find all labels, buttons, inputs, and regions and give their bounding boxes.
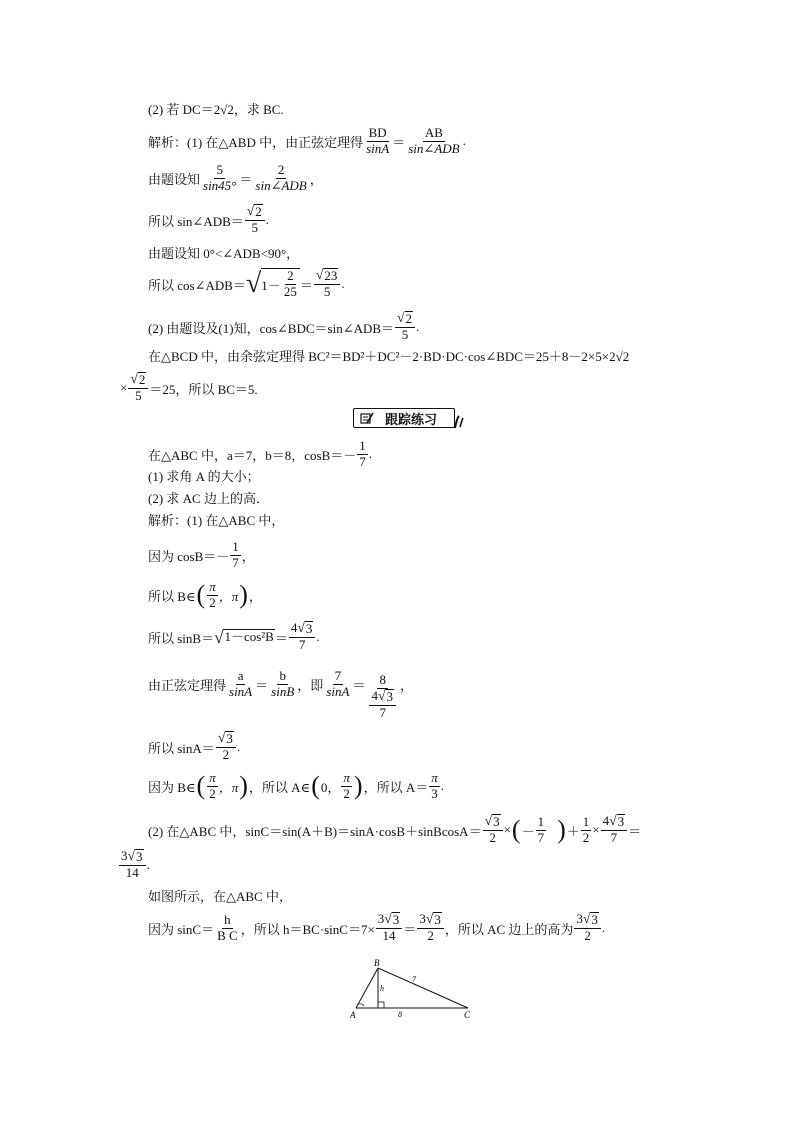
sina-line: 所以 sinA＝ √ 3 2 . [148,730,241,762]
label-b: B [374,958,380,968]
exercise-stem-line: 在△ABC 中，a＝7，b＝8，cosB＝－ $\frac{1}{7}$ . [148,437,372,469]
swoosh-decoration-icon [453,414,465,430]
sinc-result: 3 √ 3 14 . [121,848,150,880]
equals-sign: ＝ [392,134,406,150]
given-prefix: 由题设知 [148,171,201,187]
side-bc [378,968,468,1008]
exercise-q2: (2) 求 AC 边上的高． [148,490,269,506]
fraction-bd-over-sina: $\frac{BD}{\sin A}$ [366,124,390,156]
part2-prefix: (2) 由题设及(1)知，cos∠BDC＝sin∠ADB＝ [148,320,395,336]
label-h: h [380,984,384,993]
solution-prefix: 解析：(1) 在△ABD 中，由正弦定理得 [148,134,364,150]
sin-adb-prefix: 所以 sin∠ADB＝ [148,213,244,229]
label-c: C [464,1010,471,1020]
label-a: A [350,1010,356,1020]
b-interval-line: 所以 B∈ ( $\frac{\pi}{2}$ ，π ) ， [148,578,262,610]
question-2-text: (2) 若 DC＝2√2，求 BC. [148,101,284,117]
cosine-law-text: 在△BCD 中，由余弦定理得 BC²＝BD²＋DC²－2·BD·DC·cos∠BDC＝25＋8－2×5×2√2 [148,348,630,364]
given-line: 由题设知 $\frac{5}{\sin 45^\circ}$ ＝ $\frac{2}{\text{sin∠ADB}}$ ， [148,161,323,193]
right-angle-mark [378,1002,384,1008]
fraction-ab-over-sinadb: $\frac{AB}{\text{sin∠ADB}}$ [408,124,460,156]
figure-intro-line: 如图所示，在△ABC 中， [148,888,292,904]
triangle-figure [340,956,480,1022]
section-title: 跟踪练习 [384,411,437,427]
fraction-root2-over-5: √ 2 5 [245,204,265,235]
fraction-root23-over-5: √ 23 5 [314,268,341,299]
fraction-5-over-sin45: $\frac{5}{\sin 45^\circ}$ [203,161,237,193]
section-title-banner [353,408,463,430]
angle-range-text: 由题设知 0°<∠ADB<90°， [148,245,300,261]
label-8: 8 [398,1010,402,1019]
sinb-line: 所以 sinB＝ √ 1－cos²B ＝ 4 √ 3 7 . [148,620,320,652]
fraction-2-over-sinadb: $\frac{2}{\text{sin∠ADB}}$ [255,161,307,193]
cos-adb-line: 所以 cos∠ADB＝ √ 1－ $\frac{2}{25}$ ＝ √ 23 5 . [148,267,345,299]
sine-law-line: 由正弦定理得 $\frac{a}{\sin A}$ ＝ $\frac{b}{\sin B}$ ，即 $\frac{7}{\sin A}$ ＝ 8 4 √ 3 7 ， [148,667,413,720]
angle-a-mark [359,1004,364,1006]
part2-line: (2) 由题设及(1)知，cos∠BDC＝sin∠ADB＝ √ 2 5 . [148,310,420,342]
cosb-line: 因为 cosB＝－ $\frac{1}{7}$ ， [148,538,255,570]
exercise-stem: 在△ABC 中，a＝7，b＝8，cosB＝－ [148,447,357,463]
label-7: 7 [412,975,416,984]
cosine-law-continuation: × √ 2 5 ＝25，所以 BC＝5. [120,371,258,403]
sin-adb-line: 所以 sin∠ADB＝ √ 2 5 . [148,203,270,235]
section-title-box [353,408,455,428]
cos-adb-prefix: 所以 cos∠ADB＝ [148,277,246,293]
solution-sine-law-line: 解析：(1) 在△ABD 中，由正弦定理得 $\frac{BD}{\sin A}$ ＝ $\frac{AB}{\text{sin∠ADB}}$ . [148,124,466,156]
sinc-line: (2) 在△ABC 中，sinC＝sin(A＋B)＝sinA·cosB＋sinBcosA＝ √ 3 2 × ( － $\frac{1}{7}$ ) ＋ $\frac{1}{2}$ × 4 √ 3 7 ＝ [148,813,642,845]
exercise-q1: (1) 求角 A 的大小； [148,468,260,484]
height-line: 因为 sinC＝ $\frac{h}{\text{B C}}$ ，所以 h＝BC·sinC＝7× 3 √ 3 14 ＝ 3 √ 3 2 ，所以 AC 边上的高为 3 √ 3 2 . [148,911,606,943]
side-ab [356,968,378,1008]
pencil-book-icon [360,412,374,425]
a-value-line: 因为 B∈ ( $\frac{\pi}{2}$ ，π ) ，所以 A∈ ( 0， $\frac{\pi}{2}$ ) ，所以 A＝ $\frac{\pi}{3}$ . [148,769,444,801]
exercise-solution-start: 解析：(1) 在△ABC 中， [148,512,285,528]
